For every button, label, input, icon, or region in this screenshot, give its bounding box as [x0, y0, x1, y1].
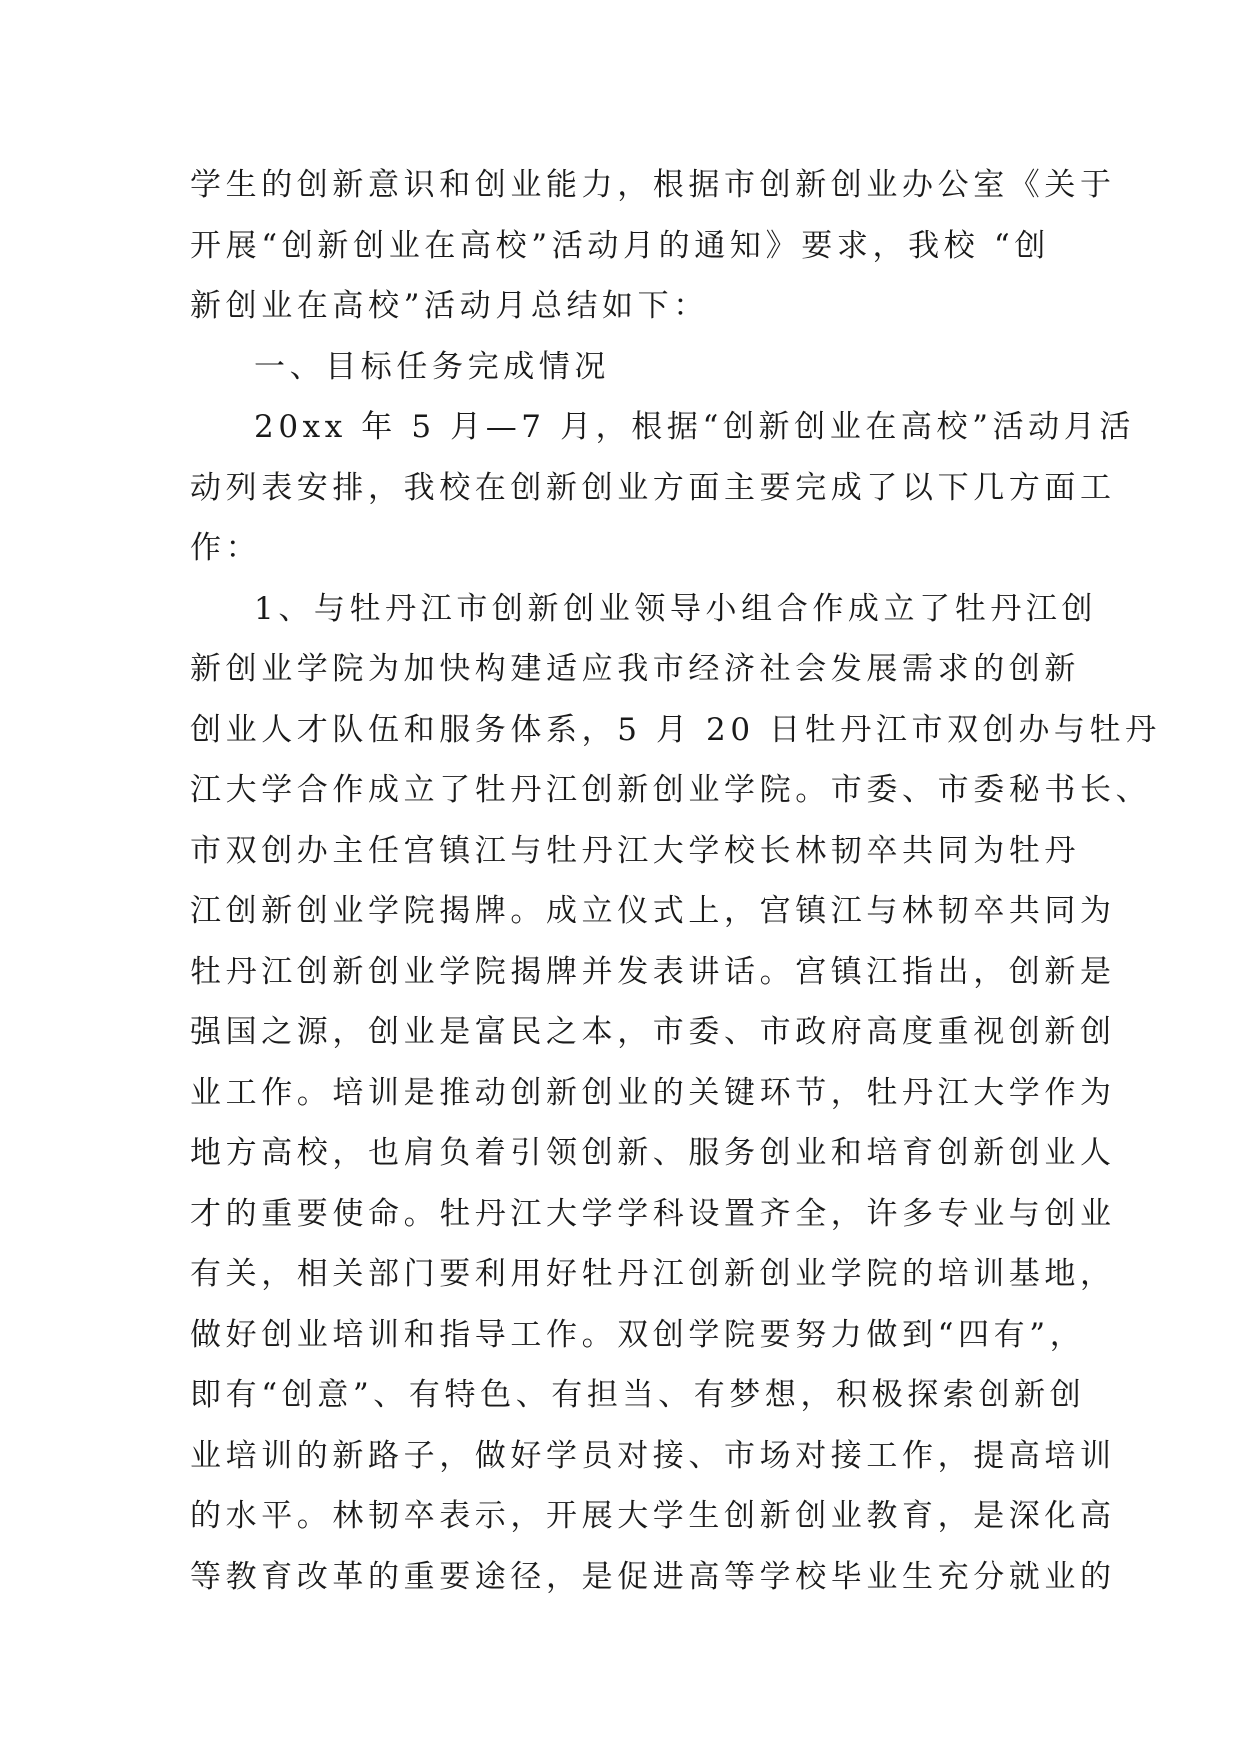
text-line: 1、与牡丹江市创新创业领导小组合作成立了牡丹江创 — [254, 590, 1098, 627]
text-line: 有关，相关部门要利用好牡丹江创新创业学院的培训基地， — [190, 1256, 1116, 1292]
text-line: 地方高校，也肩负着引领创新、服务创业和培育创新创业人 — [190, 1135, 1116, 1171]
text-line: 做好创业培训和指导工作。双创学院要努力做到“四有”， — [190, 1316, 1086, 1353]
text-line: 20xx 年 5 月—7 月，根据“创新创业在高校”活动月活 — [254, 409, 1135, 445]
text-line: 市双创办主任宫镇江与牡丹江大学校长林韧卒共同为牡丹 — [190, 832, 1080, 869]
text-line: 学生的创新意识和创业能力，根据市创新创业办公室《关于 — [190, 167, 1116, 203]
text-line: 牡丹江创新创业学院揭牌并发表讲话。宫镇江指出，创新是 — [190, 953, 1116, 990]
text-line: 业工作。培训是推动创新创业的关键环节，牡丹江大学作为 — [190, 1074, 1116, 1111]
heading-line: 一、目标任务完成情况 — [254, 348, 610, 385]
text-line: 的水平。林韧卒表示，开展大学生创新创业教育，是深化高 — [190, 1498, 1116, 1534]
text-line: 才的重要使命。牡丹江大学学科设置齐全，许多专业与创业 — [190, 1195, 1116, 1232]
text-line: 创业人才队伍和服务体系，5 月 20 日牡丹江市双创办与牡丹 — [190, 711, 1161, 748]
text-line: 强国之源，创业是富民之本，市委、市政府高度重视创新创 — [190, 1014, 1116, 1050]
text-line: 江大学合作成立了牡丹江创新创业学院。市委、市委秘书长、 — [190, 772, 1152, 808]
text-line: 开展“创新创业在高校”活动月的通知》要求，我校 “创 — [190, 227, 1050, 264]
section-heading — [190, 337, 1050, 398]
text-line: 江创新创业学院揭牌。成立仪式上，宫镇江与林韧卒共同为 — [190, 893, 1116, 929]
paragraph-intro — [190, 155, 1116, 337]
document-body — [190, 155, 1161, 1607]
text-line: 作： — [190, 530, 262, 566]
paragraph-item-1 — [190, 579, 1161, 1608]
paragraph-schedule — [190, 397, 1135, 579]
text-line: 新创业学院为加快构建适应我市经济社会发展需求的创新 — [190, 651, 1080, 687]
text-line: 业培训的新路子，做好学员对接、市场对接工作，提高培训 — [190, 1437, 1116, 1474]
text-line: 即有“创意”、有特色、有担当、有梦想，积极探索创新创 — [190, 1377, 1086, 1413]
text-line: 新创业在高校”活动月总结如下： — [190, 288, 709, 324]
text-line: 等教育改革的重要途径，是促进高等学校毕业生充分就业的 — [190, 1558, 1116, 1595]
text-line: 动列表安排，我校在创新创业方面主要完成了以下几方面工 — [190, 469, 1116, 506]
